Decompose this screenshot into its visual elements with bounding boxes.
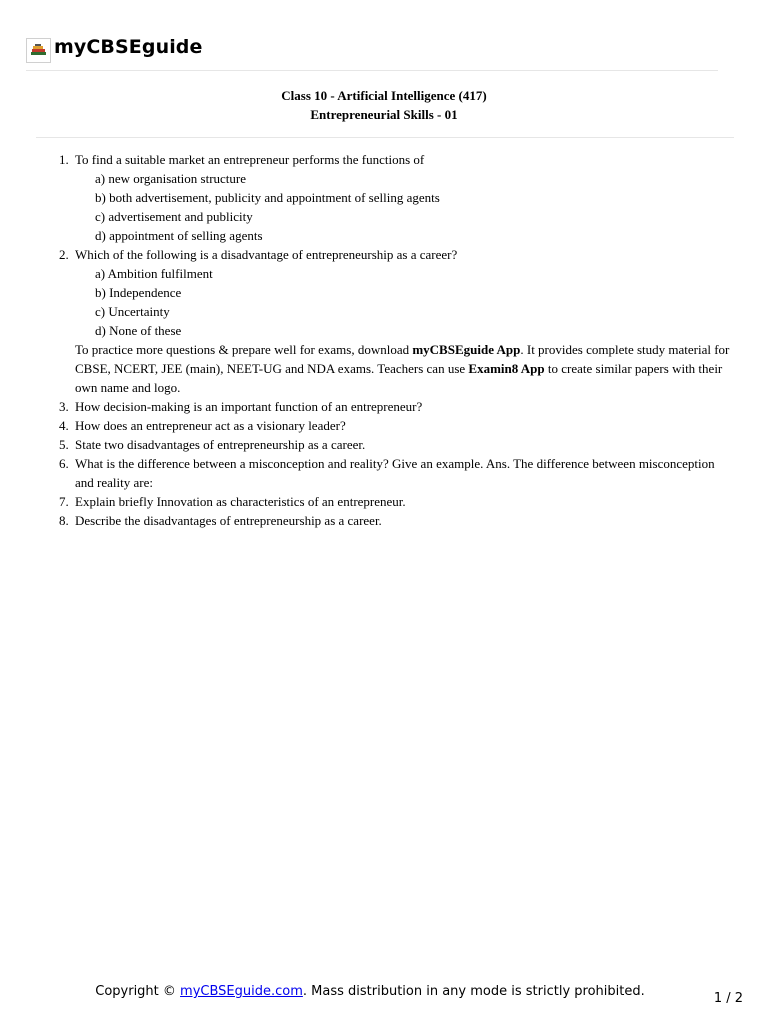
question-number: 7. (59, 494, 69, 509)
question-number: 2. (59, 247, 69, 262)
title-line-2: Entrepreneurial Skills - 01 (310, 107, 458, 122)
question-number: 5. (59, 437, 69, 452)
question-6 (59, 454, 730, 492)
question-text: State two disadvantages of entrepreneurship as a career. (75, 437, 366, 452)
option-b: b) both advertisement, publicity and appointment of selling agents (95, 190, 440, 205)
question-text: How does an entrepreneur act as a visionary leader? (75, 418, 346, 433)
question-text: Which of the following is a disadvantage of entrepreneurship as a career? (75, 247, 458, 262)
question-number: 4. (59, 418, 69, 433)
option-b: b) Independence (95, 285, 182, 300)
option-d: d) None of these (95, 323, 182, 338)
copyright-suffix: . Mass distribution in any mode is strictly prohibited. (302, 984, 645, 999)
copyright-footer (0, 984, 740, 999)
question-number: 8. (59, 513, 69, 528)
promo-text-1: To practice more questions & prepare well for exams, download (75, 342, 413, 357)
site-header (26, 32, 203, 62)
promo-paragraph (75, 340, 730, 397)
promo-examin8-app: Examin8 App (468, 361, 545, 376)
question-5 (59, 435, 730, 454)
option-a: a) new organisation structure (95, 171, 247, 186)
question-number: 1. (59, 152, 69, 167)
promo-text-3: to create similar papers with their own name and logo. (75, 361, 723, 395)
question-text: Explain briefly Innovation as characteristics of an entrepreneur. (75, 494, 406, 509)
question-1 (59, 150, 730, 245)
question-number: 3. (59, 399, 69, 414)
book-stack-icon (26, 38, 51, 63)
document-title (0, 86, 768, 124)
question-text: Describe the disadvantages of entrepreneurship as a career. (75, 513, 382, 528)
title-divider (36, 137, 734, 138)
promo-app-name: myCBSEguide App (412, 342, 521, 357)
question-list (59, 150, 730, 530)
site-link[interactable]: myCBSEguide.com (180, 984, 303, 999)
option-c: c) Uncertainty (95, 304, 170, 319)
brand-name: myCBSEguide (54, 36, 203, 58)
question-7 (59, 492, 730, 511)
question-text: How decision-making is an important function of an entrepreneur? (75, 399, 423, 414)
copyright-prefix: Copyright © (95, 984, 181, 999)
promo-text-2: . It provides complete study material for CBSE, NCERT, JEE (main), NEET-UG and NDA exams. Teachers can use (75, 342, 730, 376)
page-number: 1 / 2 (713, 991, 743, 1006)
question-text: To find a suitable market an entrepreneur performs the functions of (75, 152, 425, 167)
question-8 (59, 511, 730, 530)
header-divider (26, 70, 718, 71)
title-line-1: Class 10 - Artificial Intelligence (417) (281, 88, 487, 103)
question-3 (59, 397, 730, 416)
question-4 (59, 416, 730, 435)
question-text: What is the difference between a misconception and reality? Give an example. Ans. The difference between misconception and reality are: (75, 456, 715, 490)
option-d: d) appointment of selling agents (95, 228, 263, 243)
question-2 (59, 245, 730, 340)
question-number: 6. (59, 456, 69, 471)
option-c: c) advertisement and publicity (95, 209, 253, 224)
option-a: a) Ambition fulfilment (95, 266, 213, 281)
